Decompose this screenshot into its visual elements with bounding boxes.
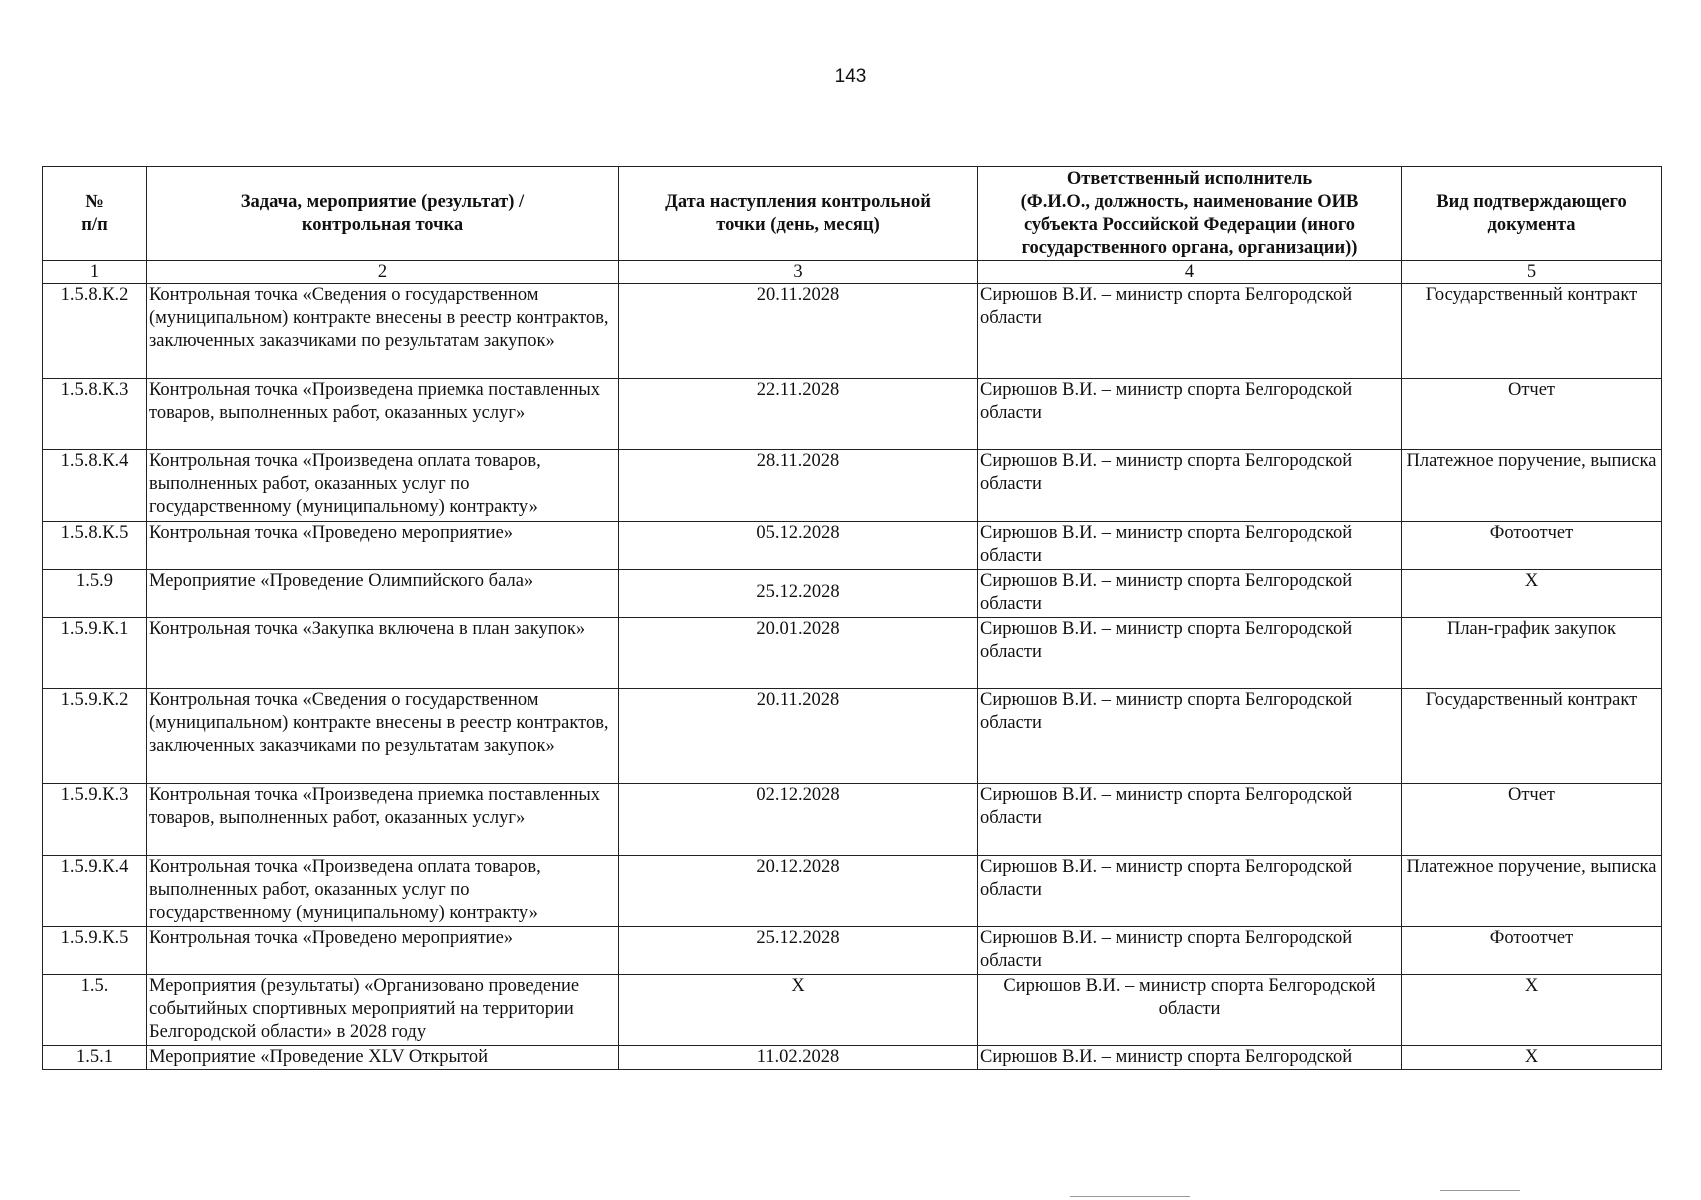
row-responsible: Сирюшов В.И. – министр спорта Белгородской области <box>978 450 1402 522</box>
control-points-table <box>42 166 1662 1070</box>
column-number-row <box>43 261 1662 284</box>
row-responsible: Сирюшов В.И. – министр спорта Белгородской области <box>978 570 1402 618</box>
row-date: 25.12.2028 <box>619 927 978 975</box>
row-id: 1.5.9.К.5 <box>43 927 147 975</box>
row-id: 1.5.9.К.2 <box>43 689 147 784</box>
row-task: Мероприятия (результаты) «Организовано проведение событийных спортивных мероприятий на территории Белгородской области» в 2028 году <box>147 975 619 1046</box>
row-document: Отчет <box>1402 379 1662 450</box>
row-document: Государственный контракт <box>1402 284 1662 379</box>
row-id: 1.5.1 <box>43 1046 147 1070</box>
table-row <box>43 450 1662 522</box>
row-document: Фотоотчет <box>1402 522 1662 570</box>
header-task: Задача, мероприятие (результат) / контрольная точка <box>147 167 619 261</box>
row-task: Мероприятие «Проведение Олимпийского бала» <box>147 570 619 618</box>
column-number: 4 <box>978 261 1402 284</box>
row-document: Х <box>1402 975 1662 1046</box>
row-date: 02.12.2028 <box>619 784 978 856</box>
row-id: 1.5.8.К.5 <box>43 522 147 570</box>
row-document: Государственный контракт <box>1402 689 1662 784</box>
row-document: Отчет <box>1402 784 1662 856</box>
row-document: Х <box>1402 570 1662 618</box>
row-id: 1.5.8.К.2 <box>43 284 147 379</box>
row-task: Контрольная точка «Проведено мероприятие» <box>147 522 619 570</box>
row-task: Контрольная точка «Сведения о государственном (муниципальном) контракте внесены в реестр контрактов, заключенных заказчиками по результатам закупок» <box>147 689 619 784</box>
scan-artifact-line <box>1440 1190 1520 1191</box>
column-number: 3 <box>619 261 978 284</box>
row-responsible: Сирюшов В.И. – министр спорта Белгородской области <box>978 975 1402 1046</box>
column-number: 2 <box>147 261 619 284</box>
row-document: Платежное поручение, выписка <box>1402 450 1662 522</box>
row-responsible: Сирюшов В.И. – министр спорта Белгородской области <box>978 284 1402 379</box>
row-responsible: Сирюшов В.И. – министр спорта Белгородской области <box>978 618 1402 689</box>
table-header-row <box>43 167 1662 261</box>
row-id: 1.5.8.К.4 <box>43 450 147 522</box>
row-task: Мероприятие «Проведение XLV Открытой <box>147 1046 619 1070</box>
row-task: Контрольная точка «Произведена приемка поставленных товаров, выполненных работ, оказанных услуг» <box>147 784 619 856</box>
column-number: 1 <box>43 261 147 284</box>
row-date: 20.11.2028 <box>619 284 978 379</box>
row-document: План-график закупок <box>1402 618 1662 689</box>
row-id: 1.5.9.К.3 <box>43 784 147 856</box>
row-date: 20.01.2028 <box>619 618 978 689</box>
row-task: Контрольная точка «Произведена оплата товаров, выполненных работ, оказанных услуг по государственному (муниципальному) контракту» <box>147 856 619 927</box>
table-row <box>43 1046 1662 1070</box>
row-date: 25.12.2028 <box>619 570 978 618</box>
header-date: Дата наступления контрольной точки (день, месяц) <box>619 167 978 261</box>
table-row <box>43 856 1662 927</box>
row-date: 20.11.2028 <box>619 689 978 784</box>
table-row <box>43 522 1662 570</box>
header-responsible: Ответственный исполнитель (Ф.И.О., должность, наименование ОИВ субъекта Российской Федерации (иного государственного органа, организации)) <box>978 167 1402 261</box>
row-id: 1.5.8.К.3 <box>43 379 147 450</box>
table-row <box>43 284 1662 379</box>
row-date: 11.02.2028 <box>619 1046 978 1070</box>
row-task: Контрольная точка «Проведено мероприятие» <box>147 927 619 975</box>
row-date: 22.11.2028 <box>619 379 978 450</box>
page-number: 143 <box>834 66 867 87</box>
row-id: 1.5.9.К.1 <box>43 618 147 689</box>
table-row <box>43 570 1662 618</box>
row-date: Х <box>619 975 978 1046</box>
header-number: № п/п <box>43 167 147 261</box>
row-responsible: Сирюшов В.И. – министр спорта Белгородской <box>978 1046 1402 1070</box>
table-row <box>43 689 1662 784</box>
column-number: 5 <box>1402 261 1662 284</box>
table-row <box>43 975 1662 1046</box>
header-document: Вид подтверждающего документа <box>1402 167 1662 261</box>
row-document: Фотоотчет <box>1402 927 1662 975</box>
row-date: 28.11.2028 <box>619 450 978 522</box>
row-task: Контрольная точка «Произведена оплата товаров, выполненных работ, оказанных услуг по государственному (муниципальному) контракту» <box>147 450 619 522</box>
row-id: 1.5.9.К.4 <box>43 856 147 927</box>
row-document: Платежное поручение, выписка <box>1402 856 1662 927</box>
row-responsible: Сирюшов В.И. – министр спорта Белгородской области <box>978 689 1402 784</box>
row-id: 1.5.9 <box>43 570 147 618</box>
scan-artifact-line <box>1070 1196 1190 1197</box>
row-task: Контрольная точка «Произведена приемка поставленных товаров, выполненных работ, оказанных услуг» <box>147 379 619 450</box>
row-responsible: Сирюшов В.И. – министр спорта Белгородской области <box>978 379 1402 450</box>
row-id: 1.5. <box>43 975 147 1046</box>
row-responsible: Сирюшов В.И. – министр спорта Белгородской области <box>978 927 1402 975</box>
row-responsible: Сирюшов В.И. – министр спорта Белгородской области <box>978 784 1402 856</box>
row-task: Контрольная точка «Сведения о государственном (муниципальном) контракте внесены в реестр контрактов, заключенных заказчиками по результатам закупок» <box>147 284 619 379</box>
row-date: 05.12.2028 <box>619 522 978 570</box>
row-responsible: Сирюшов В.И. – министр спорта Белгородской области <box>978 856 1402 927</box>
row-document: Х <box>1402 1046 1662 1070</box>
table-row <box>43 379 1662 450</box>
row-date: 20.12.2028 <box>619 856 978 927</box>
row-task: Контрольная точка «Закупка включена в план закупок» <box>147 618 619 689</box>
row-responsible: Сирюшов В.И. – министр спорта Белгородской области <box>978 522 1402 570</box>
table-row <box>43 927 1662 975</box>
table-row <box>43 618 1662 689</box>
table-row <box>43 784 1662 856</box>
